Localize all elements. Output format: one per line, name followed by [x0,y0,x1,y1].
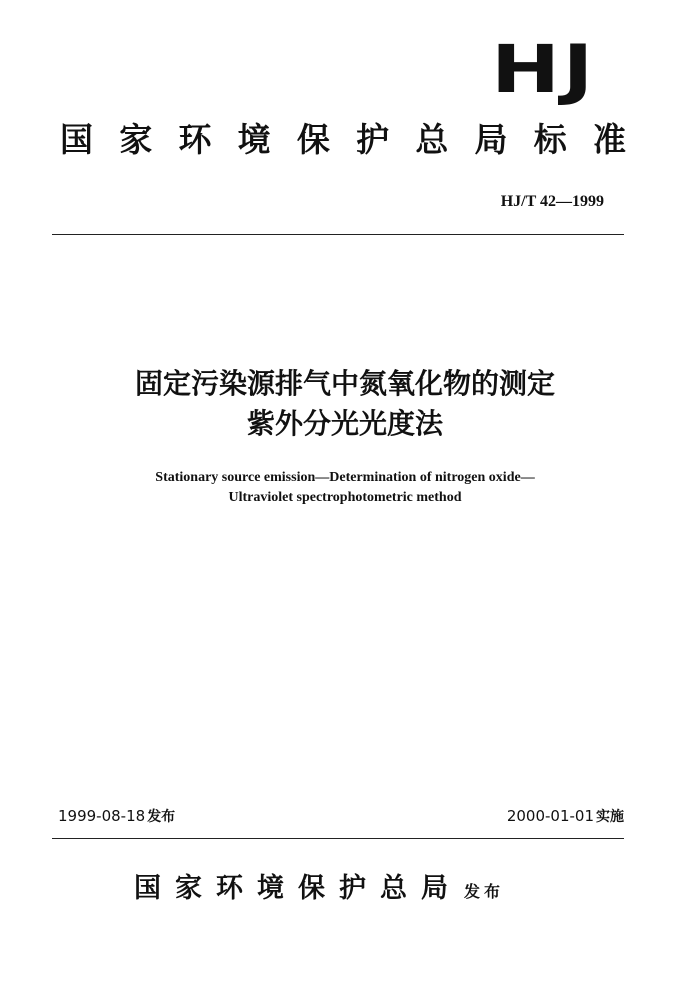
agency-char: 保 [296,120,330,159]
agency-char: 护 [356,120,390,159]
agency-char: 境 [237,120,271,159]
footer-divider [52,838,624,839]
effective-date [507,806,624,827]
agency-char: 局 [474,120,508,159]
header-divider [52,234,624,235]
agency-standard-heading [60,120,626,160]
title-english-line2: Ultraviolet spectrophotometric method [228,490,462,505]
effective-date-value: 2000-01-01 [506,807,594,825]
effective-label: 实施 [596,809,624,825]
standard-number: HJ/T 42—1999 [500,193,604,210]
agency-char: 环 [178,120,212,159]
agency-char: 标 [533,120,567,159]
hj-logo: HJ [491,31,596,108]
publisher-suffix: 发布 [464,882,505,901]
publisher-name: 国家环境保护总局 [134,873,462,904]
issue-date [58,806,175,827]
title-english-line1: Stationary source emission—Determination of nitrogen oxide— [155,470,535,485]
agency-char: 家 [119,120,153,159]
issue-date-value: 1999-08-18 [58,807,146,825]
publisher [134,866,504,905]
agency-char: 国 [60,120,93,159]
agency-char: 准 [592,120,626,159]
agency-char: 总 [415,120,449,159]
title-chinese-line2: 紫外分光光度法 [246,407,443,440]
title-chinese-line1: 固定污染源排气中氮氧化物的测定 [134,367,555,400]
issue-label: 发布 [147,809,176,825]
